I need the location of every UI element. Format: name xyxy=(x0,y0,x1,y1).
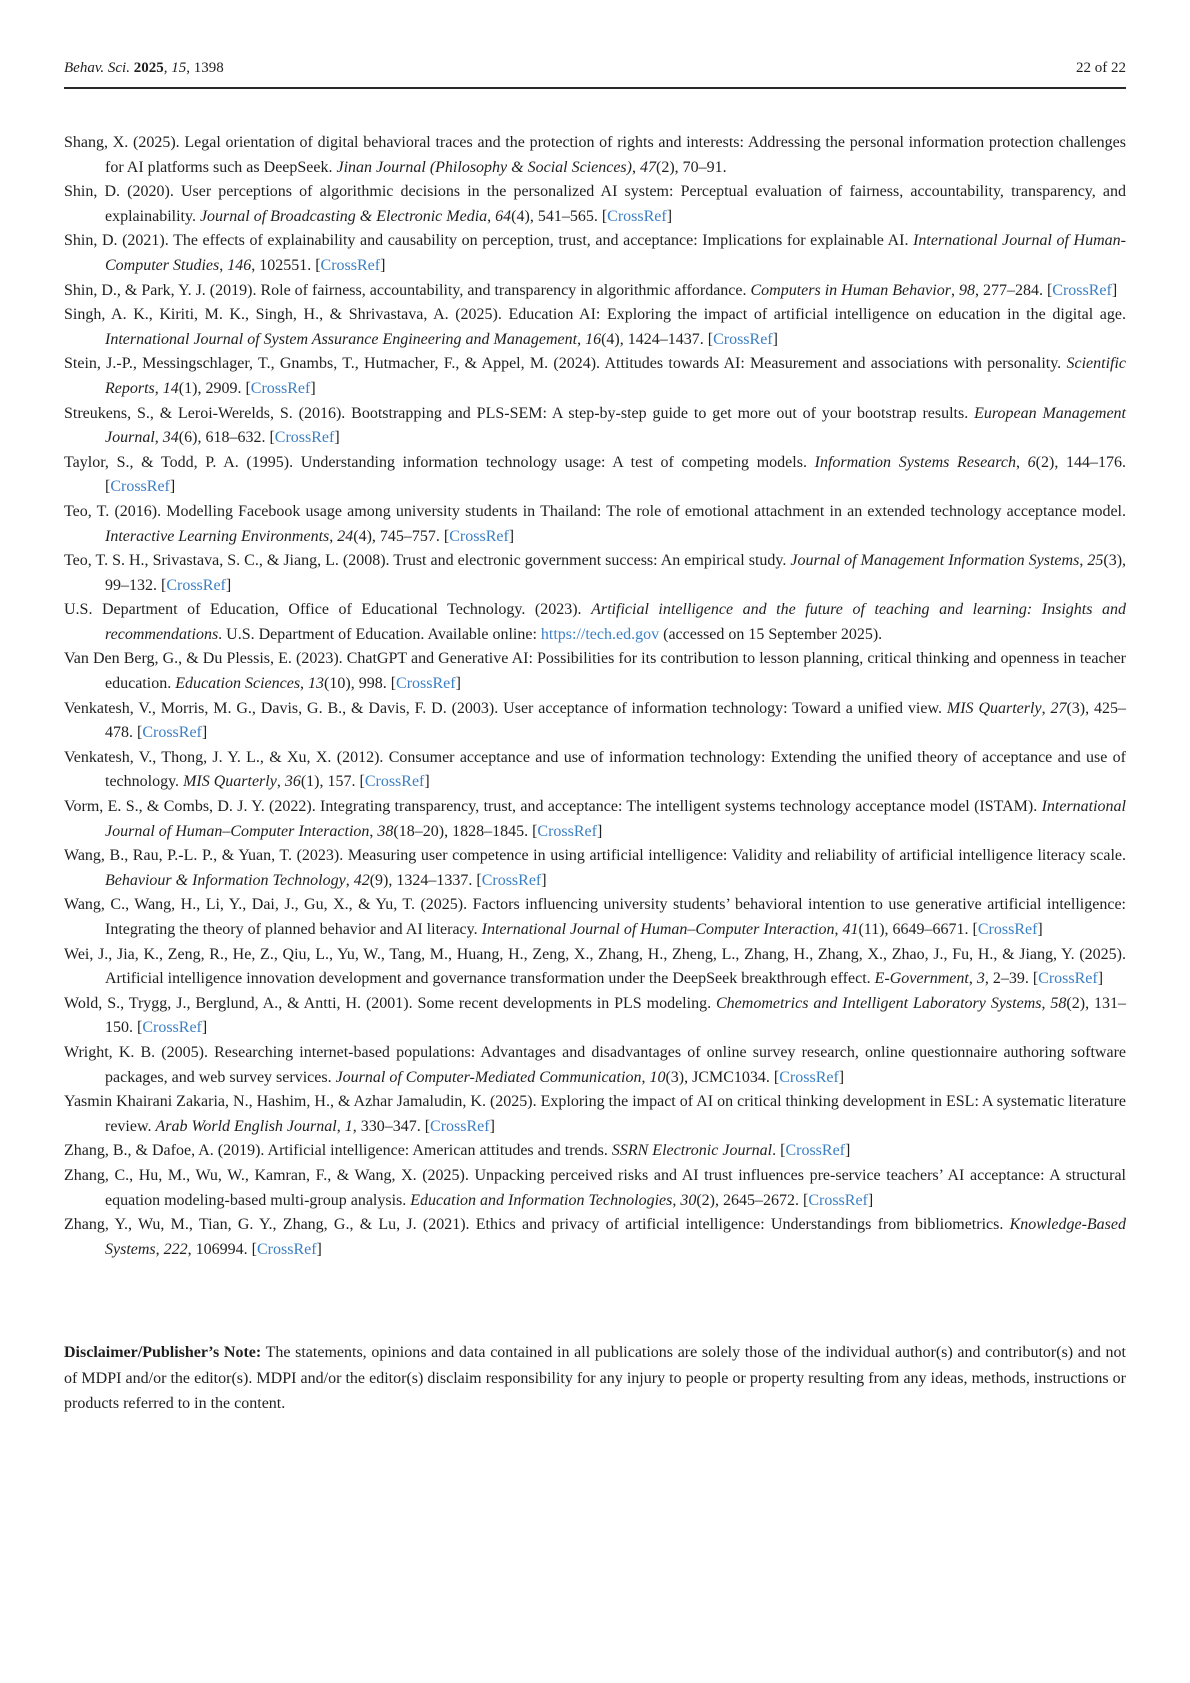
text-segment: , xyxy=(219,256,228,274)
italic-segment: Journal of Management Information Systems xyxy=(790,552,1080,570)
italic-segment: 6 xyxy=(1027,453,1036,471)
crossref-link[interactable]: CrossRef xyxy=(320,256,381,274)
text-segment: Teo, T. S. H., Srivastava, S. C., & Jiang, L. (2008). Trust and electronic government success: An empirical study. xyxy=(64,552,791,570)
crossref-link[interactable]: CrossRef xyxy=(166,576,226,594)
italic-segment: International Journal of Human–Computer Interaction xyxy=(481,921,835,938)
text-segment: ] xyxy=(666,207,673,225)
text-segment: ] xyxy=(201,724,208,742)
crossref-link[interactable]: CrossRef xyxy=(250,379,311,397)
text-segment: ] xyxy=(225,576,232,594)
reference-entry xyxy=(64,598,1126,647)
text-segment: , xyxy=(672,1191,681,1209)
text-segment: Vorm, E. S., & Combs, D. J. Y. (2022). Integrating transparency, trust, and acceptance: The intelligent systems technology acceptance model (ISTAM). xyxy=(64,798,1042,816)
text-segment: Shang, X. (2025). Legal orientation of digital behavioral traces and the protection of rights and interests: Addressing the personal information protection challenges for AI platforms such as DeepSeek. xyxy=(64,134,1126,176)
text-segment: , xyxy=(950,281,959,299)
disclaimer-text: The statements, opinions and data contained in all publications are solely those of the individual author(s) and contributor(s) and not of MDPI and/or the editor(s). MDPI and/or the editor(s) disclaim responsibility for any injury to people or property resulting from any ideas, methods, instructions or products referred to in the content. xyxy=(64,1344,1127,1413)
reference-entry xyxy=(64,697,1126,746)
text-segment: , 2–39. [ xyxy=(984,970,1039,988)
italic-segment: 146 xyxy=(227,256,252,274)
text-segment: ] xyxy=(1111,281,1118,299)
running-head-citation xyxy=(64,60,224,77)
reference-entry xyxy=(64,844,1126,893)
text-segment: Wei, J., Jia, K., Zeng, R., He, Z., Qiu, L., Yu, W., Tang, M., Huang, H., Zeng, X., Zhang, H., Zheng, L., Zhang, H., Zhang, X., Zhao, J., Fu, H., & Jiang, Y. (2025). Artificial intelligence innovation development and governance transformation under the DeepSeek breakthrough effect. xyxy=(64,945,1126,988)
text-segment: Singh, A. K., Kiriti, M. K., Singh, H., & Shrivastava, A. (2025). Education AI: Exploring the impact of artificial intelligence on education in the digital age. xyxy=(64,306,1126,324)
reference-entry xyxy=(64,1139,1126,1164)
text-segment: , xyxy=(1016,453,1028,471)
reference-entry xyxy=(64,992,1126,1041)
crossref-link[interactable]: CrossRef xyxy=(537,822,597,840)
reference-entry xyxy=(64,647,1126,696)
text-segment: , xyxy=(154,379,163,397)
text-segment: Wright, K. B. (2005). Researching internet-based populations: Advantages and disadvantages of online survey research, online questionnaire authoring software packages, and web survey services. xyxy=(64,1043,1126,1086)
italic-segment: International Journal of Human-Computer Studies xyxy=(105,232,1126,274)
text-segment: Zhang, C., Hu, M., Wu, W., Kamran, F., & Wang, X. (2025). Unpacking perceived risks and AI trust influences pre-service teachers’ AI acceptance: A structural equation modeling-based multi-group analysis. xyxy=(64,1166,1126,1209)
italic-segment: SSRN Electronic Journal xyxy=(611,1142,773,1160)
text-segment: , xyxy=(155,1240,164,1258)
text-segment: Teo, T. (2016). Modelling Facebook usage among university students in Thailand: The role of emotional attachment in an extended technology acceptance model. xyxy=(64,502,1126,520)
reference-entry xyxy=(64,402,1126,451)
italic-segment: Education and Information Technologies xyxy=(410,1191,673,1209)
italic-segment: International Journal of System Assurance Engineering and Management xyxy=(105,330,578,348)
text-segment: ] xyxy=(310,379,316,397)
text-segment: Wang, C., Wang, H., Li, Y., Dai, J., Gu, X., & Yu, T. (2025). Factors influencing university students’ behavioral intention to use generative artificial intelligence: Integrating the theory of planned behavior and AI literacy. xyxy=(64,896,1126,938)
text-segment: ] xyxy=(201,1019,208,1037)
text-segment: , xyxy=(300,675,309,693)
disclaimer-label: Disclaimer/Publisher’s Note: xyxy=(64,1344,262,1362)
text-segment: (3), 99–132. [ xyxy=(105,552,1127,594)
italic-segment: Information Systems Research xyxy=(814,453,1016,471)
text-segment: Yasmin Khairani Zakaria, N., Hashim, H., & Azhar Jamaludin, K. (2025). Exploring the impact of AI on critical thinking development in ESL: A systematic literature review. xyxy=(64,1093,1126,1135)
italic-segment: Behaviour & Information Technology xyxy=(105,871,346,889)
italic-segment: 64 xyxy=(495,207,512,225)
italic-segment: 3 xyxy=(976,970,985,988)
text-segment: Wang, B., Rau, P.-L. P., & Yuan, T. (2023). Measuring user competence in using artificial intelligence: Validity and reliability of artificial intelligence literacy scale. xyxy=(64,847,1126,865)
text-segment: , 102551. [ xyxy=(251,256,321,274)
italic-segment: Jinan Journal (Philosophy & Social Sciences) xyxy=(336,158,632,176)
crossref-link[interactable]: CrossRef xyxy=(142,724,202,742)
text-segment: ] xyxy=(169,478,176,496)
text-segment: (4), 745–757. [ xyxy=(353,527,450,545)
reference-entry xyxy=(64,1090,1126,1139)
text-segment: (18–20), 1828–1845. [ xyxy=(393,822,538,840)
text-segment: (4), 1424–1437. [ xyxy=(601,330,714,348)
text-segment: (2), 144–176. [ xyxy=(105,453,1126,496)
text-segment: Streukens, S., & Leroi-Werelds, S. (2016). Bootstrapping and PLS-SEM: A step-by-step guide to get more out of your bootstrap results. xyxy=(64,404,975,422)
italic-segment: 42 xyxy=(353,871,370,889)
text-segment: , 277–284. [ xyxy=(974,281,1053,299)
page-header xyxy=(64,0,1126,77)
crossref-link[interactable]: CrossRef xyxy=(1052,281,1112,299)
text-segment: Wold, S., Trygg, J., Berglund, A., & Antti, H. (2001). Some recent developments in PLS modeling. xyxy=(64,994,716,1012)
crossref-link[interactable]: CrossRef xyxy=(607,207,667,225)
text-segment: , xyxy=(968,970,977,988)
crossref-link[interactable]: CrossRef xyxy=(364,773,425,791)
italic-segment: 36 xyxy=(284,773,301,791)
text-segment: (11), 6649–6671. [ xyxy=(858,921,978,938)
text-segment: , xyxy=(1079,552,1088,570)
reference-entry xyxy=(64,1213,1126,1262)
italic-segment: Journal of Broadcasting & Electronic Media xyxy=(199,207,488,225)
journal-abbrev: Behav. Sci. xyxy=(64,60,134,76)
crossref-link[interactable]: CrossRef xyxy=(110,478,170,496)
text-segment: (1), 157. [ xyxy=(300,773,365,791)
text-segment: , xyxy=(154,429,163,447)
text-segment: U.S. Department of Education, Office of Educational Technology. (2023). xyxy=(64,601,592,619)
text-segment: (10), 998. [ xyxy=(324,675,397,693)
text-segment: ] xyxy=(541,871,547,889)
citation-volume: 15 xyxy=(171,60,187,76)
italic-segment: MIS Quarterly xyxy=(183,773,277,791)
reference-entry xyxy=(64,943,1126,992)
italic-segment: Knowledge-Based Systems xyxy=(105,1216,1126,1258)
text-segment: (accessed on 15 September 2025). xyxy=(659,625,883,643)
text-segment: Venkatesh, V., Thong, J. Y. L., & Xu, X. (2012). Consumer acceptance and use of information technology: Extending the unified theory of acceptance and use of technology. xyxy=(64,748,1126,791)
references-list xyxy=(64,131,1126,1262)
text-segment: Shin, D., & Park, Y. J. (2019). Role of fairness, accountability, and transparency in algorithmic affordance. xyxy=(64,281,751,299)
text-segment: ] xyxy=(772,330,778,348)
text-segment: Stein, J.-P., Messingschlager, T., Gnambs, T., Hutmacher, F., & Appel, M. (2024). Attitudes towards AI: Measurement and associations with personality. xyxy=(64,355,1067,373)
italic-segment: European Management Journal xyxy=(105,404,1126,447)
text-segment: , xyxy=(276,773,285,791)
text-segment: , xyxy=(1041,994,1051,1012)
italic-segment: International Journal of Human–Computer Interaction xyxy=(105,798,1126,840)
italic-segment: Computers in Human Behavior xyxy=(750,281,951,299)
crossref-link[interactable]: CrossRef xyxy=(779,1068,839,1086)
text-segment: (1), 2909. [ xyxy=(178,379,251,397)
citation-article-number: , 1398 xyxy=(186,60,224,76)
text-segment: (2), 70–91. xyxy=(655,158,727,176)
disclaimer-note xyxy=(64,1340,1126,1416)
text-segment: , 330–347. [ xyxy=(352,1117,431,1135)
italic-segment: 1 xyxy=(344,1117,353,1135)
italic-segment: 38 xyxy=(377,822,394,840)
reference-entry xyxy=(64,500,1126,549)
text-segment: ] xyxy=(455,675,461,693)
text-segment: Zhang, Y., Wu, M., Tian, G. Y., Zhang, G., & Lu, J. (2021). Ethics and privacy of artificial intelligence: Understandings from bibliometrics. xyxy=(64,1216,1010,1234)
italic-segment: 41 xyxy=(842,921,859,938)
text-segment: , xyxy=(577,330,586,348)
crossref-link[interactable]: CrossRef xyxy=(274,429,335,447)
italic-segment: Chemometrics and Intelligent Laboratory Systems xyxy=(716,994,1042,1012)
crossref-link[interactable]: CrossRef xyxy=(977,921,1038,938)
text-segment: ] xyxy=(334,429,340,447)
text-segment: Shin, D. (2020). User perceptions of algorithmic decisions in the personalized AI system: Perceptual evaluation of fairness, accountability, transparency, and explainability. xyxy=(64,183,1126,225)
text-segment: (3), 425–478. [ xyxy=(105,699,1127,742)
italic-segment: 58 xyxy=(1050,994,1067,1012)
italic-segment: 24 xyxy=(337,527,354,545)
text-segment: (6), 618–632. [ xyxy=(178,429,275,447)
italic-segment: Interactive Learning Environments xyxy=(105,527,330,545)
italic-segment: 10 xyxy=(649,1068,666,1086)
citation-sep: , xyxy=(163,60,172,76)
text-segment: ] xyxy=(838,1068,845,1086)
text-segment: ] xyxy=(1037,921,1043,938)
italic-segment: E-Government xyxy=(874,970,969,988)
text-segment: Zhang, B., & Dafoe, A. (2019). Artificial intelligence: American attitudes and trends. xyxy=(64,1142,612,1160)
text-segment: (2), 2645–2672. [ xyxy=(696,1191,809,1209)
text-segment: , xyxy=(487,207,496,225)
text-segment: ] xyxy=(380,256,386,274)
text-segment: Van Den Berg, G., & Du Plessis, E. (2023). ChatGPT and Generative AI: Possibilities for its contribution to lesson planning, critical thinking and openness in teacher education. xyxy=(64,650,1126,693)
italic-segment: 34 xyxy=(162,429,179,447)
italic-segment: 98 xyxy=(958,281,975,299)
text-segment: ] xyxy=(596,822,603,840)
italic-segment: 13 xyxy=(308,675,325,693)
italic-segment: Journal of Computer-Mediated Communication xyxy=(335,1068,642,1086)
crossref-link[interactable]: CrossRef xyxy=(785,1142,846,1160)
italic-segment: Arab World English Journal xyxy=(155,1117,337,1135)
crossref-link[interactable]: CrossRef xyxy=(142,1019,202,1037)
italic-segment: 30 xyxy=(680,1191,697,1209)
text-segment: (2), 131–150. [ xyxy=(105,994,1127,1037)
text-segment: , xyxy=(345,871,354,889)
reference-entry xyxy=(64,180,1126,229)
reference-entry xyxy=(64,1041,1126,1090)
reference-entry xyxy=(64,746,1126,795)
crossref-link[interactable]: CrossRef xyxy=(256,1240,317,1258)
text-segment: Shin, D. (2021). The effects of explainability and causability on perception, trust, and acceptance: Implications for explainable AI. xyxy=(64,232,914,250)
reference-entry xyxy=(64,303,1126,352)
text-segment: , xyxy=(329,527,338,545)
tech-ed-gov-link[interactable]: https://tech.ed.gov xyxy=(540,625,660,643)
crossref-link[interactable]: CrossRef xyxy=(713,330,773,348)
citation-year: 2025 xyxy=(133,60,164,76)
header-divider xyxy=(64,87,1126,89)
text-segment: , xyxy=(834,921,843,938)
crossref-link[interactable]: CrossRef xyxy=(449,527,509,545)
reference-entry xyxy=(64,229,1126,278)
crossref-link[interactable]: CrossRef xyxy=(481,871,542,889)
italic-segment: 14 xyxy=(162,379,179,397)
text-segment: (3), JCMC1034. [ xyxy=(665,1068,780,1086)
text-segment: ] xyxy=(489,1117,495,1135)
text-segment: , 106994. [ xyxy=(187,1240,257,1258)
italic-segment: 222 xyxy=(163,1240,188,1258)
crossref-link[interactable]: CrossRef xyxy=(1038,970,1098,988)
italic-segment: 27 xyxy=(1050,699,1067,717)
text-segment: , xyxy=(631,158,640,176)
text-segment: . U.S. Department of Education. Available online: xyxy=(218,625,541,643)
reference-entry xyxy=(64,893,1126,942)
reference-entry xyxy=(64,352,1126,401)
text-segment: , xyxy=(369,822,378,840)
reference-entry xyxy=(64,279,1126,304)
text-segment: (9), 1324–1337. [ xyxy=(369,871,482,889)
text-segment: Venkatesh, V., Morris, M. G., Davis, G. B., & Davis, F. D. (2003). User acceptance of information technology: Toward a unified view. xyxy=(64,699,947,717)
text-segment: . [ xyxy=(772,1142,786,1160)
italic-segment: Education Sciences xyxy=(175,675,301,693)
italic-segment: Scientific Reports xyxy=(105,355,1126,397)
italic-segment: MIS Quarterly xyxy=(946,699,1042,717)
crossref-link[interactable]: CrossRef xyxy=(430,1117,490,1135)
text-segment: ] xyxy=(1097,970,1104,988)
text-segment: ] xyxy=(316,1240,322,1258)
italic-segment: 25 xyxy=(1087,552,1104,570)
reference-entry xyxy=(64,549,1126,598)
text-segment: ] xyxy=(508,527,515,545)
italic-segment: 47 xyxy=(639,158,656,176)
reference-entry xyxy=(64,795,1126,844)
crossref-link[interactable]: CrossRef xyxy=(396,675,456,693)
reference-entry xyxy=(64,451,1126,500)
text-segment: , xyxy=(641,1068,650,1086)
text-segment: (4), 541–565. [ xyxy=(511,207,608,225)
text-segment: , xyxy=(1041,699,1051,717)
italic-segment: 16 xyxy=(585,330,602,348)
text-segment: ] xyxy=(845,1142,851,1160)
text-segment: ] xyxy=(424,773,430,791)
crossref-link[interactable]: CrossRef xyxy=(808,1191,868,1209)
reference-entry xyxy=(64,1164,1126,1213)
italic-segment: Artificial intelligence and the future of teaching and learning: Insights and recommendations xyxy=(105,601,1126,643)
text-segment: , xyxy=(336,1117,345,1135)
text-segment: Taylor, S., & Todd, P. A. (1995). Understanding information technology usage: A test of competing models. xyxy=(64,453,815,471)
reference-entry xyxy=(64,131,1126,180)
page-number-label: 22 of 22 xyxy=(1076,60,1126,76)
text-segment: ] xyxy=(867,1191,874,1209)
